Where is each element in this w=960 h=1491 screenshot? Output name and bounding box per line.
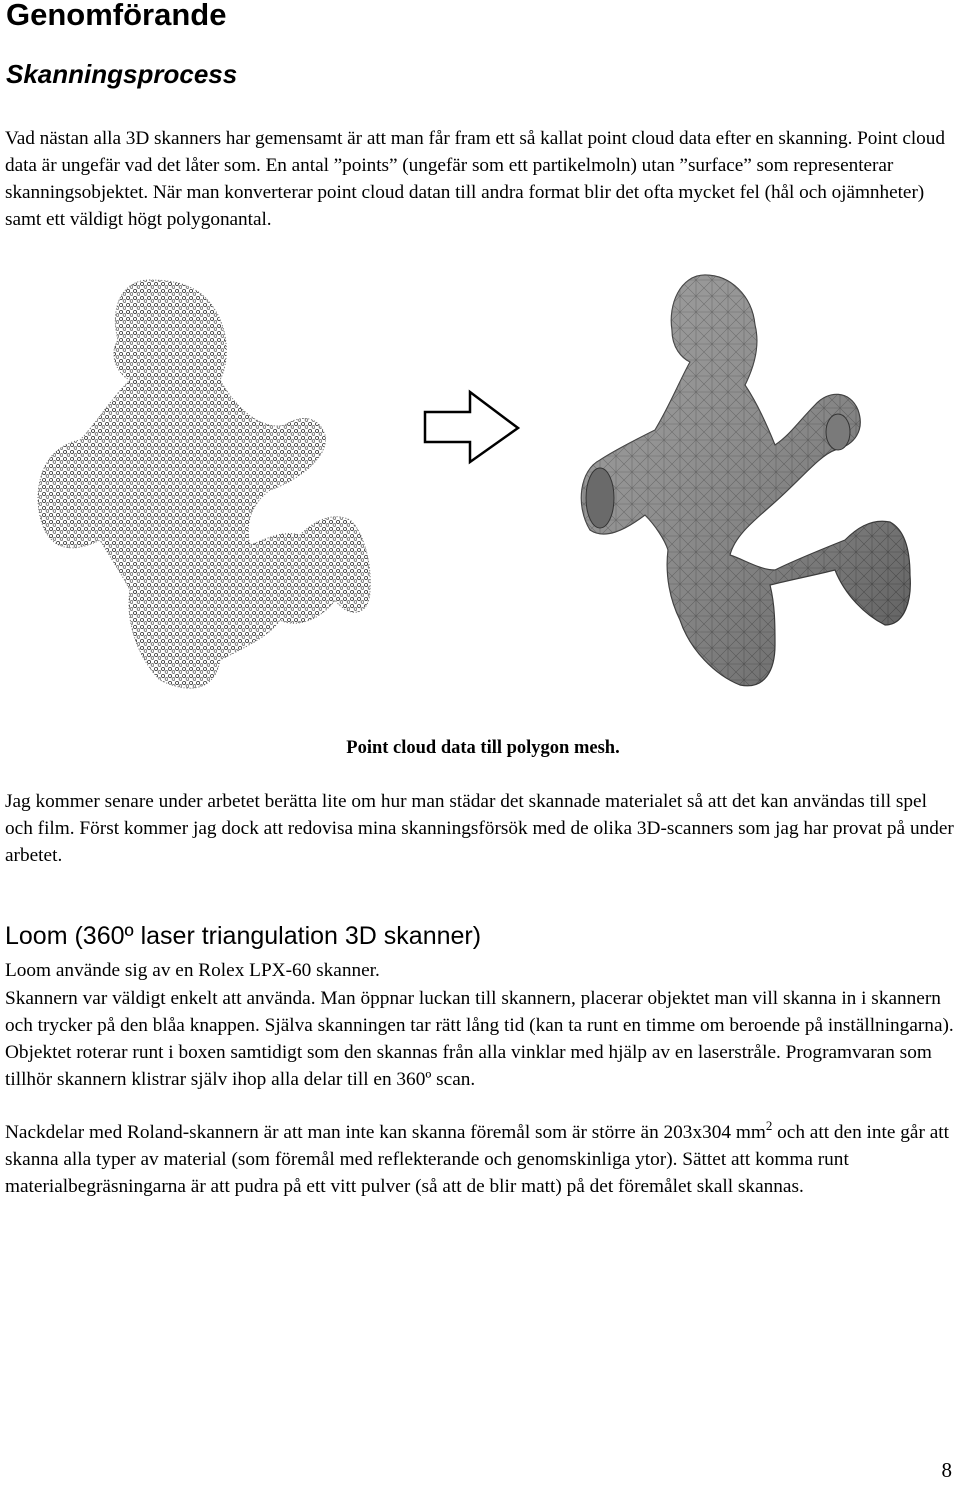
paragraph-text: och att den inte går att skanna alla typer av material (som föremål med reflekterande och genomskinliga ytor). Sättet att komma runt materialbegräsningarna är att pudra på ett vitt pulver (så att de blir matt) på det föremålet skall skannas. <box>5 1122 950 1197</box>
figure <box>0 240 960 740</box>
body-paragraph: Jag kommer senare under arbetet berätta lite om hur man städar det skannade materialet så att det kan användas till spel och film. Först kommer jag dock att redovisa mina skanningsförsök med de olika 3D-scanners som jag har provat på under arbetet. <box>5 791 954 866</box>
section-subheading: Skanningsprocess <box>6 59 238 89</box>
intro-paragraph: Vad nästan alla 3D skanners har gemensamt är att man får fram ett så kallat point cloud data efter en skanning. Point cloud data är ungefär vad det låter som. En antal ”points” (ungefär som ett partikelmoln) utan ”surface” som representerar skanningsobjektet. När man konverterar point cloud datan till andra format blir det ofta mycket fel (hål och ojämnheter) samt ett väldigt högt polygonantal. <box>5 128 945 230</box>
body-paragraph: Skannern var väldigt enkelt att använda. Man öppnar luckan till skannern, placerar objektet man vill skanna in i skannern och trycker på den blåa knappen. Själva skanningen tar rätt lång tid (kan ta runt en timme om beroende på inställningarna). Objektet roterar runt i boxen samtidigt som den skannas från alla vinklar med hjälp av en laserstråle. Programvaran som tillhör skannern klistrar själv ihop alla delar till en 360º scan. <box>5 988 954 1090</box>
polygon-mesh-figure <box>581 275 910 686</box>
body-paragraph <box>5 1119 957 1200</box>
paragraph-text: Nackdelar med Roland-skannern är att man inte kan skanna föremål som är större än 203x304 mm <box>5 1122 766 1143</box>
superscript: 2 <box>765 1118 773 1133</box>
point-cloud-figure <box>38 280 370 688</box>
page-number: 8 <box>941 1458 952 1482</box>
loom-section-heading: Loom (360º laser triangulation 3D skanner) <box>5 922 482 950</box>
right-arrow-icon <box>425 392 518 462</box>
figure-caption: Point cloud data till polygon mesh. <box>346 738 620 758</box>
page-heading: Genomförande <box>6 0 227 32</box>
body-paragraph: Loom använde sig av en Rolex LPX-60 skanner. <box>5 960 380 981</box>
